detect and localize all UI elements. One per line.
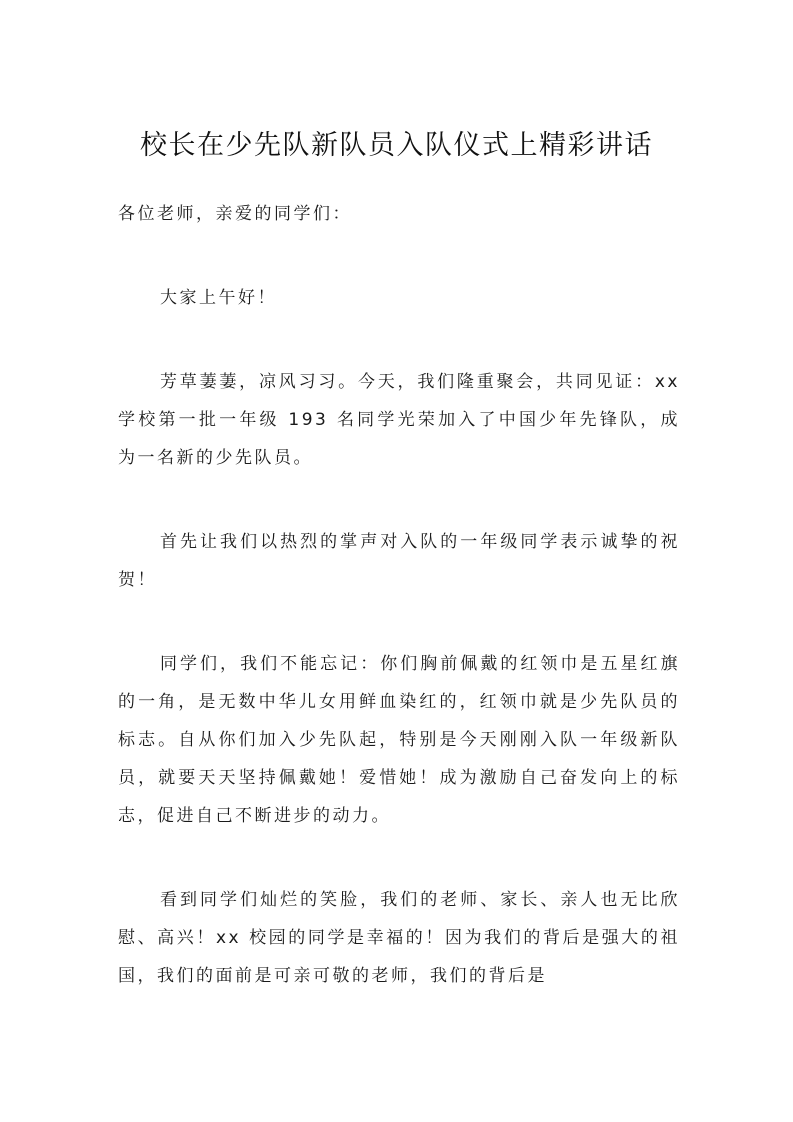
document-body — [118, 195, 680, 995]
paragraph-spacer — [118, 599, 680, 645]
red-scarf-paragraph: 同学们，我们不能忘记：你们胸前佩戴的红领巾是五星红旗的一角，是无数中华儿女用鲜血染红的，红领巾就是少先队员的标志。自从你们加入少先队起，特别是今天刚刚入队一年级新队员，就要天天坚持佩戴她！爱惜她！成为激励自己奋发向上的标志，促进自己不断进步的动力。 — [118, 654, 680, 826]
congratulation-paragraph: 首先让我们以热烈的掌声对入队的一年级同学表示诚挚的祝贺！ — [118, 532, 680, 590]
document-title: 校长在少先队新队员入队仪式上精彩讲话 — [140, 130, 653, 161]
greeting-paragraph: 大家上午好！ — [160, 288, 277, 308]
intro-paragraph: 芳草萋萋，凉风习习。今天，我们隆重聚会，共同见证：xx 学校第一批一年级 193 名同学光荣加入了中国少年先锋队，成为一名新的少先队员。 — [118, 372, 680, 468]
paragraph-spacer — [118, 317, 680, 363]
paragraph-spacer — [118, 233, 680, 279]
gratitude-paragraph: 看到同学们灿烂的笑脸，我们的老师、家长、亲人也无比欣慰、高兴！xx 校园的同学是幸福的！因为我们的背后是强大的祖国，我们的面前是可亲可敬的老师，我们的背后是 — [118, 890, 680, 986]
paragraph-spacer — [118, 477, 680, 523]
salutation-paragraph: 各位老师，亲爱的同学们： — [118, 204, 352, 224]
paragraph-spacer — [118, 835, 680, 881]
